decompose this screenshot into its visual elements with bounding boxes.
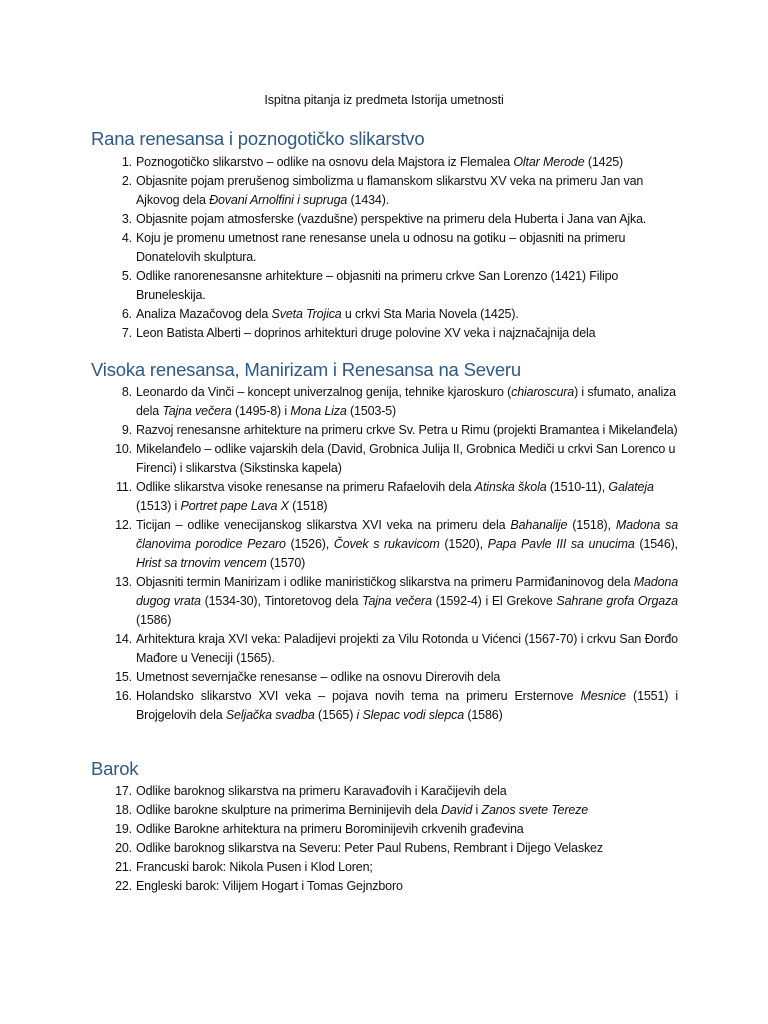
artwork-title: Mesnice: [580, 689, 626, 703]
artwork-title: Tajna večera: [162, 404, 232, 418]
question-number: 15.: [115, 670, 132, 684]
question-text: Objasnite pojam atmosferske (vazdušne) perspektive na primeru dela Huberta i Jana van Ajka.: [136, 212, 647, 226]
question-text: Holandsko slikarstvo XVI veka – pojava novih tema na primeru Ersternove: [136, 689, 581, 703]
question-text: u crkvi Sta Maria Novela (1425).: [341, 307, 519, 321]
artwork-title: David: [440, 803, 473, 817]
question-number: 21.: [115, 860, 132, 874]
artwork-title: Atinska škola: [474, 480, 547, 494]
question-text: (1551) i Brojgelovih dela: [136, 689, 678, 722]
question-text: Umetnost severnjačke renesanse – odlike na osnovu Direrovih dela: [136, 670, 501, 684]
question-number: 2.: [121, 174, 132, 188]
question-item: [0, 383, 678, 421]
question-list-high-renaissance: [0, 383, 768, 725]
question-number: 14.: [115, 632, 132, 646]
question-text: Odlike baroknog slikarstva na primeru Karavađovih i Karačijevih dela: [136, 784, 507, 798]
artwork-title: Portret pape Lava X: [180, 499, 289, 513]
artwork-title: Mona Liza: [290, 404, 347, 418]
question-item: [0, 687, 678, 725]
question-text: Koju je promenu umetnost rane renesanse unela u odnosu na gotiku – objasniti na primeru Donatelovih skulptura.: [136, 231, 626, 264]
question-number: 7.: [121, 326, 132, 340]
question-text: (1520),: [439, 537, 488, 551]
question-text: Odlike Barokne arhitektura na primeru Borominijevih crkvenih građevina: [136, 822, 524, 836]
artwork-title: Papa Pavle III sa unucima: [487, 537, 635, 551]
artwork-title: Seljačka svadba: [225, 708, 315, 722]
question-text: Odlike baroknog slikarstva na Severu: Peter Paul Rubens, Rembrant i Dijego Velaskez: [136, 841, 603, 855]
question-text: (1518),: [567, 518, 616, 532]
section-heading-early-renaissance: Rana renesansa i poznogotičko slikarstvo: [91, 128, 425, 149]
question-text: (1510-11),: [546, 480, 609, 494]
question-text: ) i sfumato, analiza dela: [136, 385, 676, 418]
question-text: Odlike ranorenesansne arhitekture – objasniti na primeru crkve San Lorenzo (1421) Filipo Bruneleskija.: [136, 269, 619, 302]
question-number: 4.: [121, 231, 132, 245]
question-item: [0, 421, 678, 440]
question-number: 13.: [115, 575, 132, 589]
question-item: [0, 172, 678, 210]
question-item: [0, 478, 678, 516]
artwork-title: Oltar Merode: [513, 155, 585, 169]
artwork-title: Bahanalije: [510, 518, 568, 532]
question-text: (1526),: [285, 537, 334, 551]
question-number: 12.: [115, 518, 132, 532]
question-item: [0, 820, 678, 839]
question-item: [0, 267, 678, 305]
question-number: 11.: [116, 480, 132, 494]
question-item: [0, 801, 678, 820]
question-text: Objasnite pojam prerušenog simbolizma u flamanskom slikarstvu XV veka na primeru Jan van Ajkovog dela: [136, 174, 644, 207]
question-text: (1513) i: [136, 499, 181, 513]
question-number: 10.: [115, 442, 132, 456]
artwork-title: Hrist sa trnovim vencem: [136, 556, 267, 570]
question-text: Objasniti termin Manirizam i odlike manirističkog slikarstva na primeru Parmiđaninovog dela: [136, 575, 634, 589]
question-item: [0, 153, 678, 172]
question-list-baroque: [0, 782, 768, 896]
artwork-title: Čovek s rukavicom: [333, 537, 440, 551]
question-number: 8.: [121, 385, 132, 399]
artwork-title: Zanos svete Tereze: [481, 803, 589, 817]
artwork-title: Tajna večera: [362, 594, 432, 608]
question-text: Poznogotičko slikarstvo – odlike na osnovu dela Majstora iz Flemalea: [136, 155, 514, 169]
question-text: Analiza Mazačovog dela: [136, 307, 272, 321]
question-text: Leon Batista Alberti – doprinos arhitekturi druge polovine XV veka i najznačajnija dela: [136, 326, 596, 340]
question-item: [0, 516, 678, 573]
question-number: 9.: [121, 423, 132, 437]
question-text: (1425): [584, 155, 624, 169]
question-text: (1434).: [347, 193, 390, 207]
question-item: [0, 324, 678, 343]
question-text: Francuski barok: Nikola Pusen i Klod Loren;: [136, 860, 373, 874]
question-number: 6.: [121, 307, 132, 321]
question-item: [0, 839, 678, 858]
question-number: 17.: [115, 784, 132, 798]
question-number: 20.: [115, 841, 132, 855]
question-text: (1495-8) i: [231, 404, 291, 418]
question-text: Mikelanđelo – odlike vajarskih dela (David, Grobnica Julija II, Grobnica Mediči u crkvi San Lorenco u Firenci) i slikarstva (Sikstinska kapela): [136, 442, 676, 475]
artwork-title: Sahrane grofa Orgaza: [556, 594, 678, 608]
question-text: Razvoj renesansne arhitekture na primeru crkve Sv. Petra u Rimu (projekti Bramantea i Mikelanđela): [136, 423, 678, 437]
question-text: Leonardo da Vinči – koncept univerzalnog genija, tehnike kjaroskuro (: [136, 385, 512, 399]
question-item: [0, 229, 678, 267]
question-item: [0, 305, 678, 324]
question-text: Engleski barok: Vilijem Hogart i Tomas Gejnzboro: [136, 879, 403, 893]
artwork-title: Madona dugog vrata: [136, 575, 678, 608]
question-text: Ticijan – odlike venecijanskog slikarstva XVI veka na primeru dela: [136, 518, 511, 532]
artwork-title: Galateja: [608, 480, 654, 494]
question-text: (1565): [314, 708, 357, 722]
question-item: [0, 782, 678, 801]
artwork-title: Sveta Trojica: [271, 307, 342, 321]
question-number: 5.: [121, 269, 132, 283]
artwork-title: chiaroscura: [511, 385, 575, 399]
question-number: 3.: [121, 212, 132, 226]
question-item: [0, 877, 678, 896]
question-number: 22.: [115, 879, 132, 893]
question-number: 1.: [121, 155, 132, 169]
question-item: [0, 668, 678, 687]
section-heading-high-renaissance: Visoka renesansa, Manirizam i Renesansa na Severu: [91, 359, 521, 380]
question-text: (1518): [288, 499, 328, 513]
question-number: 16.: [115, 689, 132, 703]
question-text: (1586): [464, 708, 503, 722]
question-item: [0, 573, 678, 630]
question-text: Odlike barokne skulpture na primerima Berninijevih dela: [136, 803, 441, 817]
question-list-early-renaissance: [0, 153, 768, 343]
question-number: 19.: [115, 822, 132, 836]
question-text: Arhitektura kraja XVI veka: Paladijevi projekti za Vilu Rotonda u Vićenci (1567-70) i crkvu San Đorđo Mađore u Veneciji (1565).: [136, 632, 678, 665]
question-text: Odlike slikarstva visoke renesanse na primeru Rafaelovih dela: [136, 480, 475, 494]
artwork-title: Đovani Arnolfini i supruga: [209, 193, 348, 207]
question-text: (1586): [136, 613, 172, 627]
question-item: [0, 210, 678, 229]
question-text: (1534-30), Tintoretovog dela: [200, 594, 363, 608]
question-text: i: [472, 803, 482, 817]
artwork-title: Madona sa članovima porodice Pezaro: [136, 518, 679, 551]
question-text: (1592-4) i El Grekove: [431, 594, 557, 608]
section-heading-baroque: Barok: [91, 758, 139, 779]
question-text: (1570): [266, 556, 306, 570]
document-title: Ispitna pitanja iz predmeta Istorija umetnosti: [264, 93, 504, 107]
question-item: [0, 630, 678, 668]
question-text: (1546),: [634, 537, 678, 551]
question-text: (1503-5): [346, 404, 397, 418]
question-number: 18.: [115, 803, 132, 817]
artwork-title: i Slepac vodi slepca: [356, 708, 465, 722]
question-item: [0, 858, 678, 877]
question-item: [0, 440, 678, 478]
